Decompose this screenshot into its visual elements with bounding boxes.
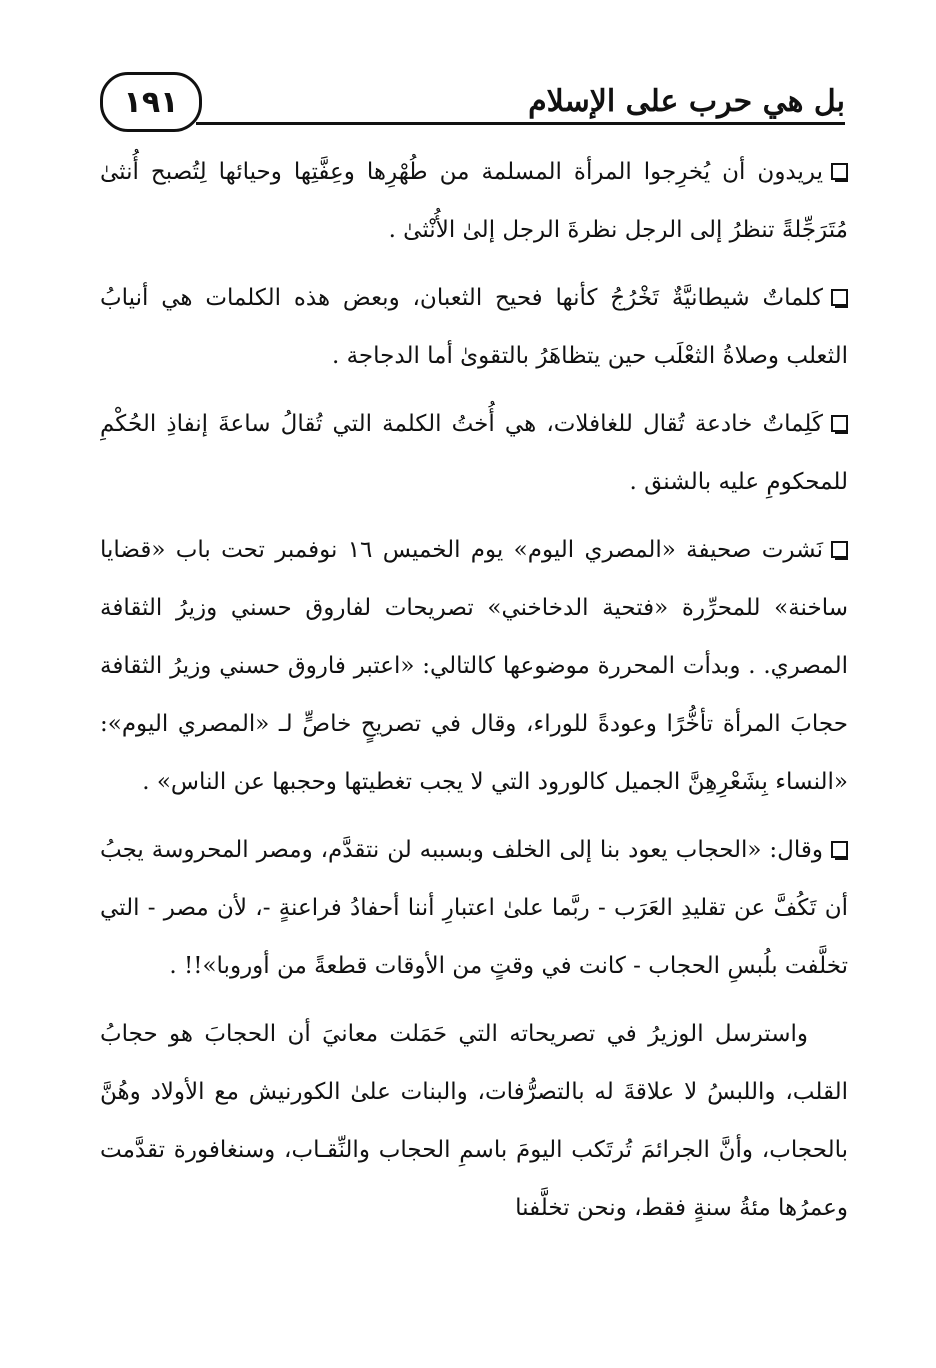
paragraph-text: يريدون أن يُخرِجوا المرأة المسلمة من طُهْرِها وعِفَّتِها وحيائها لِتُصبح أُنثىٰ مُتَرَجِّلةً تنظرُ إلى الرجل نظرةَ الرجل إلىٰ الأُنْثىٰ . xyxy=(100,159,848,243)
page-number: ١٩١ xyxy=(123,84,179,120)
page-header xyxy=(100,70,845,136)
paragraph-text: نَشرت صحيفة «المصري اليوم» يوم الخميس ١٦ نوفمبر تحت باب «قضايا ساخنة» للمحرِّرة «فتحية الدخاخني» تصريحات لفاروق حسني وزيرُ الثقافة المصري. . وبدأت المحررة موضوعها كالتالي: «اعتبر فاروق حسني وزيرُ الثقافة حجابَ المرأة تأخُّرًا وعودةً للوراء، وقال في تصريحٍ خاصٍّ لـ «المصري اليوم»: «النساء بِشَعْرِهِنَّ الجميل كالورود التي لا يجب تغطيتها وحجبها عن الناس» . xyxy=(100,537,848,795)
header-rule xyxy=(196,122,845,125)
paragraph-text: وقال: «الحجاب يعود بنا إلى الخلف وبسببه لن نتقدَّم، ومصر المحروسة يجبُ أن تَكُفَّ عن تقليدِ العَرَب - ربَّما علىٰ اعتبارِ أننا أحفادُ فراعنةٍ -، لأن مصر - التي تخلَّفت بلُبسِ الحجاب - كانت في وقتٍ من الأوقات قطعةً من أوروبا»!! . xyxy=(100,837,848,979)
running-title: بل هي حرب على الإسلام xyxy=(528,84,845,119)
paragraph xyxy=(100,143,848,259)
body-text xyxy=(100,143,848,1358)
bullet-box-icon xyxy=(831,415,848,432)
page-number-badge xyxy=(100,72,202,132)
paragraph-text: واسترسل الوزيرُ في تصريحاته التي حَمَلت معانيَ أن الحجابَ هو حجابُ القلب، واللبسُ لا علاقةَ له بالتصرُّفات، والبنات علىٰ الكورنيش مع الأولاد وهُنَّ بالحجاب، وأنَّ الجرائمَ تُرتَكب اليومَ باسمِ الحجاب والنِّقـاب، وسنغافورة تقدَّمت وعمرُها مئةُ سنةٍ فقط، ونحن تخلَّفنا xyxy=(100,1021,848,1221)
paragraph xyxy=(100,821,848,995)
paragraph xyxy=(100,1005,848,1237)
bullet-box-icon xyxy=(831,841,848,858)
bullet-box-icon xyxy=(831,541,848,558)
bullet-box-icon xyxy=(831,289,848,306)
paragraph xyxy=(100,395,848,511)
paragraph xyxy=(100,521,848,811)
paragraph xyxy=(100,269,848,385)
paragraph-text: كلماتٌ شيطانيَّةٌ تَخْرُجُ كأنها فحيح الثعبان، وبعض هذه الكلمات هي أنيابُ الثعلب وصلاةُ الثعْلَب حين يتظاهَرُ بالتقوىٰ أما الدجاجة . xyxy=(100,285,848,369)
bullet-box-icon xyxy=(831,163,848,180)
paragraph-text: كَلِماتٌ خادعة تُقال للغافلات، هي أُختُ الكلمة التي تُقالُ ساعةَ إنفاذِ الحُكْمِ للمحكومِ عليه بالشنق . xyxy=(100,411,848,495)
